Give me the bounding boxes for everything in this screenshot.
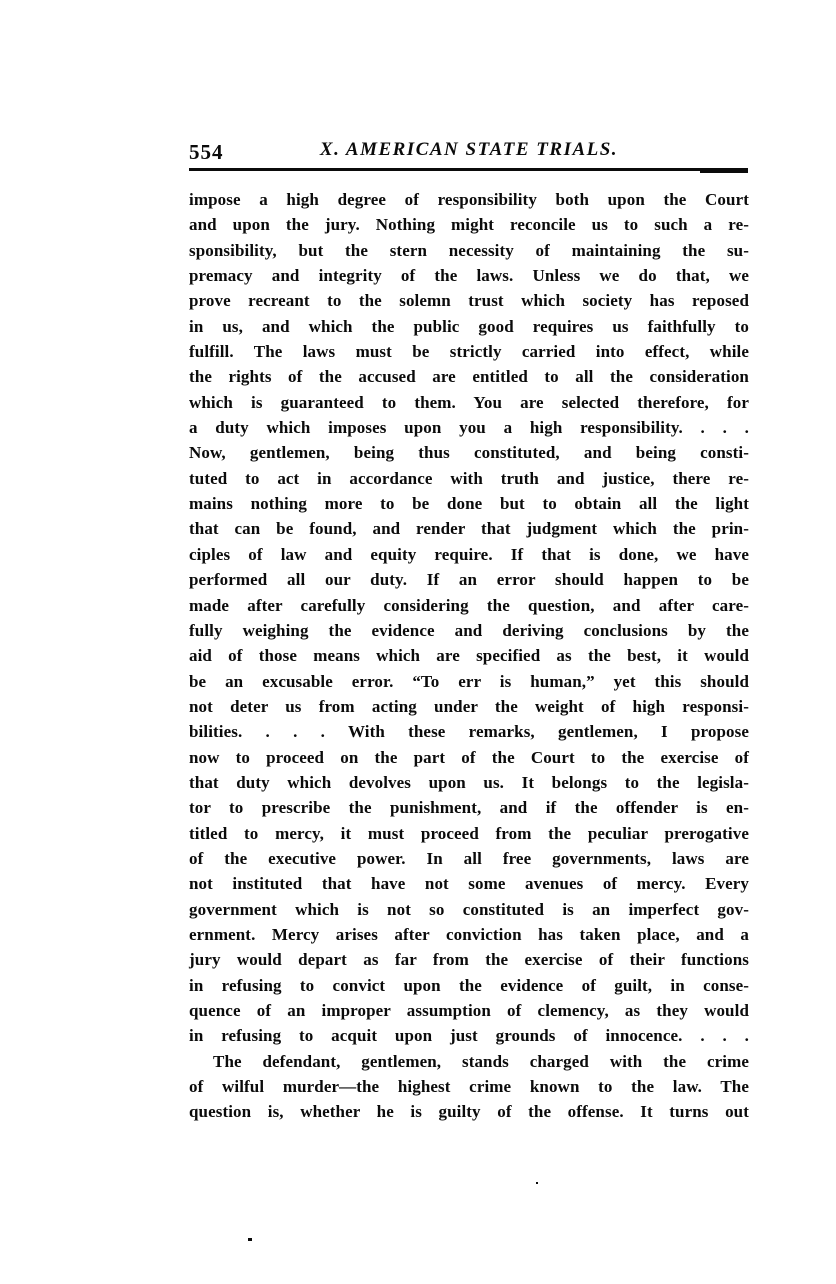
text-line: tuted to act in accordance with truth and justice, there re- xyxy=(189,468,749,488)
text-line: bilities. . . . With these remarks, gentlemen, I propose xyxy=(189,722,749,742)
header-rule xyxy=(189,168,748,171)
header-rule-tail xyxy=(700,171,748,173)
text-line: The defendant, gentlemen, stands charged with the crime xyxy=(213,1051,749,1071)
text-line: ciples of law and equity require. If that is done, we have xyxy=(189,544,749,564)
text-line: and upon the jury. Nothing might reconcile us to such a re- xyxy=(189,215,749,235)
text-line: question is, whether he is guilty of the offense. It turns out xyxy=(189,1102,749,1122)
text-line: sponsibility, but the stern necessity of maintaining the su- xyxy=(189,240,749,260)
text-line: the rights of the accused are entitled to all the consideration xyxy=(189,367,749,387)
text-line: titled to mercy, it must proceed from the peculiar prerogative xyxy=(189,823,749,843)
text-line: of wilful murder—the highest crime known to the law. The xyxy=(189,1077,749,1097)
text-line: now to proceed on the part of the Court to the exercise of xyxy=(189,747,749,767)
text-line: impose a high degree of responsibility both upon the Court xyxy=(189,190,749,209)
page-number: 554 xyxy=(189,140,224,164)
text-line: tor to prescribe the punishment, and if the offender is en- xyxy=(189,798,749,818)
text-line: performed all our duty. If an error should happen to be xyxy=(189,570,749,590)
text-line: a duty which imposes upon you a high responsibility. . . . xyxy=(189,418,749,438)
text-line: that can be found, and render that judgment which the prin- xyxy=(189,519,749,539)
text-line: premacy and integrity of the laws. Unless we do that, we xyxy=(189,266,749,286)
text-line: be an excusable error. “To err is human,” yet this should xyxy=(189,671,749,691)
text-line: in us, and which the public good requires us faithfully to xyxy=(189,316,749,336)
text-line: fulfill. The laws must be strictly carried into effect, while xyxy=(189,342,749,362)
body-text xyxy=(189,187,749,1125)
text-line: mains nothing more to be done but to obtain all the light xyxy=(189,494,749,514)
text-line: not deter us from acting under the weight of high responsi- xyxy=(189,696,749,716)
text-line: jury would depart as far from the exercise of their functions xyxy=(189,950,749,970)
page-header xyxy=(189,138,749,168)
text-line: that duty which devolves upon us. It belongs to the legisla- xyxy=(189,772,749,792)
text-line: of the executive power. In all free governments, laws are xyxy=(189,848,749,868)
text-line: government which is not so constituted is an imperfect gov- xyxy=(189,899,749,919)
text-line: in refusing to convict upon the evidence of guilt, in conse- xyxy=(189,975,749,995)
text-line: which is guaranteed to them. You are selected therefore, for xyxy=(189,392,749,412)
text-line: fully weighing the evidence and deriving conclusions by the xyxy=(189,620,749,640)
text-line: aid of those means which are specified as the best, it would xyxy=(189,646,749,666)
text-line: not instituted that have not some avenues of mercy. Every xyxy=(189,874,749,894)
text-line: made after carefully considering the question, and after care- xyxy=(189,595,749,615)
text-line: quence of an improper assumption of clemency, as they would xyxy=(189,1001,749,1020)
running-title: X. AMERICAN STATE TRIALS. xyxy=(319,139,619,160)
text-line: in refusing to acquit upon just grounds of innocence. . . . xyxy=(189,1026,749,1046)
text-line: ernment. Mercy arises after conviction has taken place, and a xyxy=(189,924,749,944)
text-line: prove recreant to the solemn trust which society has reposed xyxy=(189,291,749,311)
scan-speck xyxy=(248,1238,252,1241)
text-line: Now, gentlemen, being thus constituted, and being consti- xyxy=(189,443,749,463)
scan-speck xyxy=(536,1182,538,1184)
